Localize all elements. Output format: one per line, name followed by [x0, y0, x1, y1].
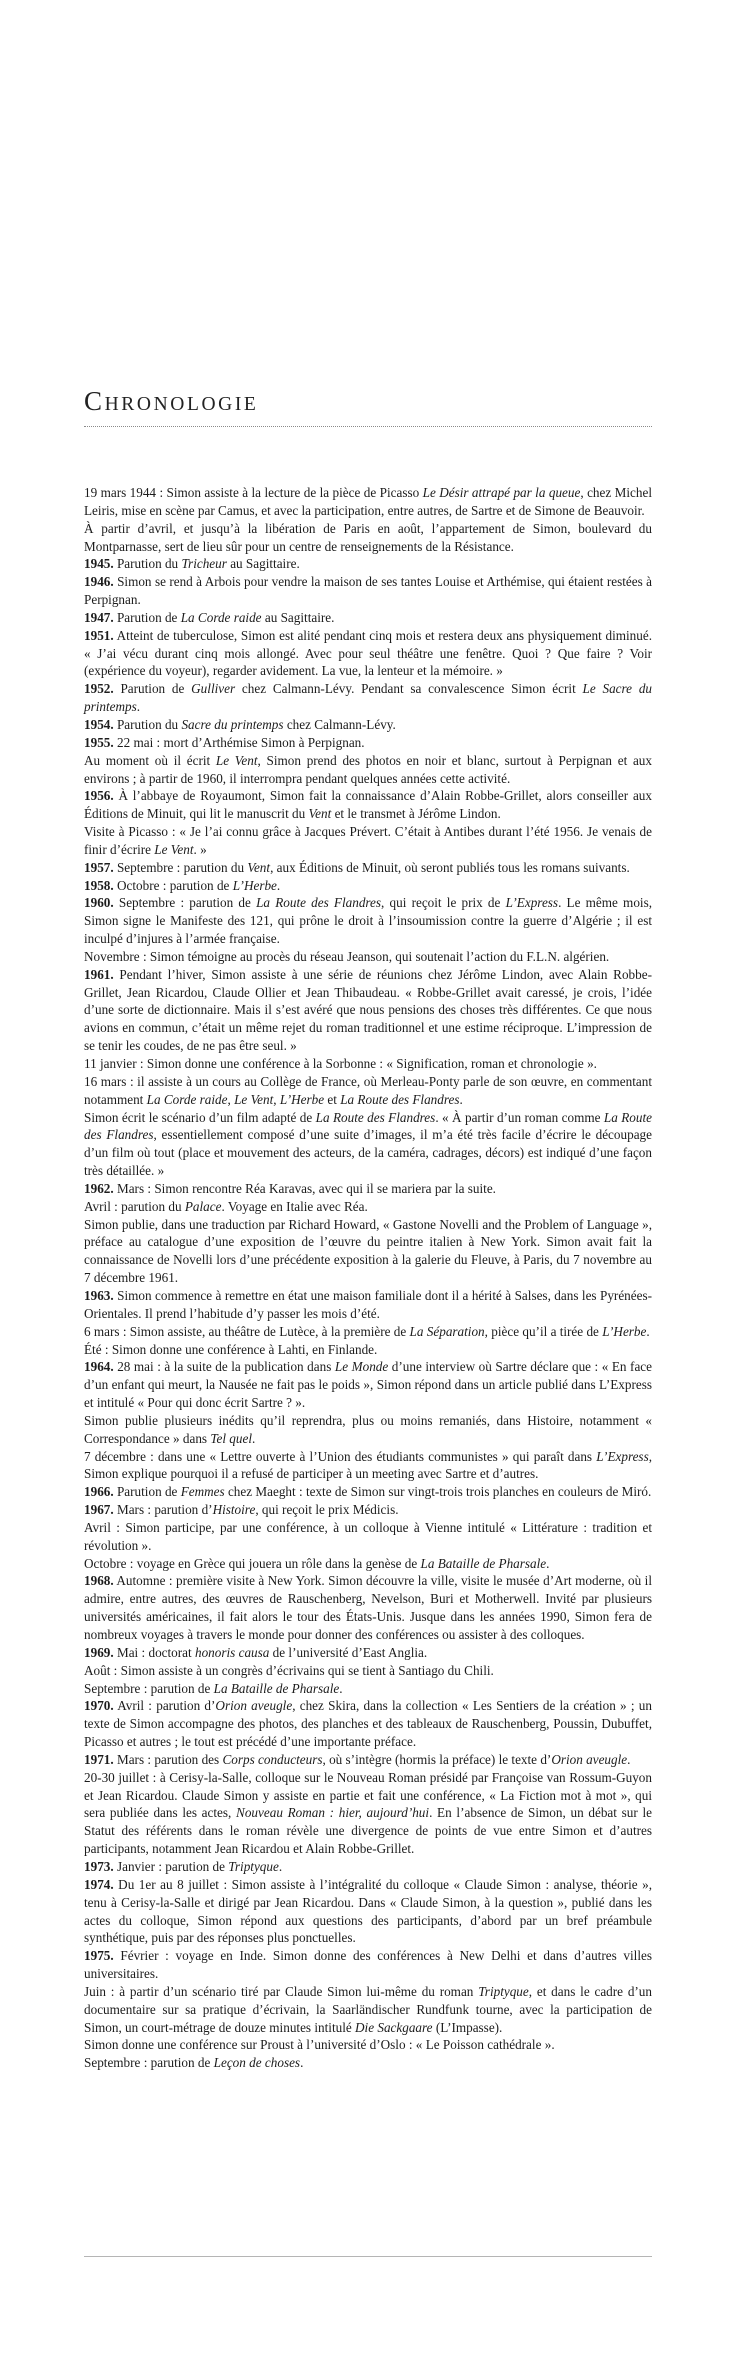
body-text: Parution de [113, 681, 192, 697]
work-title: La Bataille de Pharsale [213, 1680, 340, 1696]
body-text: Été : Simon donne une conférence à Lahti, en Finlande. [84, 1341, 378, 1357]
year-label: 1945. [84, 556, 114, 572]
chronology-paragraph [84, 1947, 652, 1983]
year-label: 1954. [84, 716, 114, 732]
body-text: Avril : parution d’ [113, 1698, 216, 1714]
body-text: et le transmet à Jérôme Lindon. [331, 806, 501, 822]
body-text: Septembre : parution du [113, 859, 248, 875]
body-text: 11 janvier : Simon donne une conférence à la Sorbonne : « Signification, roman et chronologie ». [84, 1056, 597, 1071]
body-text: Mars : Simon rencontre Réa Karavas, avec qui il se mariera par la suite. [113, 1180, 496, 1196]
body-text: Simon donne une conférence sur Proust à l’université d’Oslo : « Le Poisson cathédrale ». [84, 2037, 555, 2053]
document-header [84, 388, 652, 427]
body-text: Atteint de tuberculose, Simon est alité pendant cinq mois et restera deux ans physiquement diminué. « J’ai vécu durant cinq mois allongé. Avec pour seul théâtre une fenêtre. Quoi ? Que faire ? Voir (expérience du voyeur), regarder avidement. La vue, la lenteur et la mémoire. » [84, 627, 652, 679]
chronology-paragraph [84, 2036, 652, 2054]
body-text: Simon publie plusieurs inédits qu’il reprendra, plus ou moins remaniés, dans Histoire, notamment « Correspondance » dans [84, 1412, 652, 1446]
body-text: Pendant l’hiver, Simon assiste à une série de réunions chez Jérôme Lindon, avec Alain Robbe-Grillet, Jean Ricardou, Claude Ollier et Jean Thibaudeau. « Robbe-Grillet avait caressé, je crois, l’idée d’une sorte de dictionnaire. Mais il s’est avéré que nous pensions des choses très différentes. Ce que nous avions en commun, c’était un même rejet du roman traditionnel et une estime réciproque. L’impression de se tenir les coudes, de ne pas être seul. » [84, 966, 652, 1054]
work-title: Tricheur [181, 556, 227, 572]
work-title: Le Vent [215, 752, 258, 768]
work-title: Palace [184, 1198, 222, 1214]
body-text: , [227, 1091, 235, 1107]
year-label: 1956. [84, 788, 114, 804]
body-text: (L’Impasse). [432, 2019, 503, 2035]
chronology-paragraph [84, 484, 652, 520]
body-text: À l’abbaye de Royaumont, Simon fait la connaissance d’Alain Robbe-Grillet, alors conseiller aux Éditions de Minuit, qui lit le manuscrit du [84, 788, 652, 822]
chronology-paragraph [84, 1644, 652, 1662]
body-text: Juin : à partir d’un scénario tiré par Claude Simon lui-même du roman [84, 1983, 479, 1999]
body-text: . Voyage en Italie avec Réa. [221, 1198, 368, 1214]
work-title: Vent [247, 859, 271, 875]
body-text: Septembre : parution de [84, 2055, 214, 2071]
year-label: 1960. [84, 895, 114, 911]
year-label: 1962. [84, 1180, 114, 1196]
body-text: 20-30 juillet : à Cerisy-la-Salle, colloque sur le Nouveau Roman présidé par Françoise van Rossum-Guyon et Jean Ricardou. Claude Simon y assiste en partie et fait une conférence, « La Fiction mot à mot », qui sera publiée dans les actes, [84, 1769, 652, 1821]
year-label: 1971. [84, 1751, 114, 1767]
body-text: Mars : parution d’ [113, 1502, 213, 1518]
body-text: , pièce qu’il a tirée de [484, 1323, 603, 1339]
page-title: CHRONOLOGIE [84, 386, 259, 416]
work-title: L’Express [505, 895, 559, 911]
body-text: au Sagittaire. [261, 609, 335, 625]
body-text: Simon publie, dans une traduction par Richard Howard, « Gastone Novelli and the Problem of Language », préface au catalogue d’une exposition de l’œuvre du peintre italien à New York. Simon avait fait la connaissance de Novelli lors d’une précédente exposition à la galerie du Fleuve, à Paris, du 7 novembre au 7 décembre 1961. [84, 1216, 652, 1286]
chronology-paragraph [84, 1501, 652, 1519]
body-text: Au moment où il écrit [84, 752, 216, 768]
year-label: 1974. [84, 1876, 114, 1892]
year-label: 1964. [84, 1359, 114, 1375]
body-text: . [646, 1323, 650, 1339]
chronology-paragraph [84, 1216, 652, 1287]
chronology-paragraph [84, 823, 652, 859]
work-title: L’Express [596, 1448, 649, 1464]
work-title: Histoire [212, 1502, 256, 1518]
body-text: Mars : parution des [113, 1751, 223, 1767]
body-text: , qui reçoit le prix Médicis. [255, 1502, 399, 1518]
body-text: Octobre : parution de [113, 877, 233, 893]
work-title: Femmes [180, 1484, 225, 1500]
work-title: Orion aveugle [551, 1751, 628, 1767]
body-text: Novembre : Simon témoigne au procès du réseau Jeanson, qui soutenait l’action du F.L.N. algérien. [84, 948, 610, 964]
chronology-paragraph [84, 1358, 652, 1412]
year-label: 1969. [84, 1644, 114, 1660]
chronology-paragraph [84, 1180, 652, 1198]
chronology-body [84, 484, 652, 2072]
body-text: d’une interview où Sartre déclare que : « En face d’un enfant qui meurt, la Nausée ne fait pas le poids », Simon répond dans un article publié dans L’Express et intitulé « Pour qui donc écrit Sartre ? ». [84, 1359, 653, 1411]
chronology-paragraph [84, 948, 652, 966]
chronology-paragraph [84, 716, 652, 734]
chronology-paragraph [84, 877, 652, 895]
year-label: 1973. [84, 1858, 114, 1874]
work-title: Corps conducteurs [222, 1751, 323, 1767]
chronology-paragraph [84, 1983, 652, 2037]
body-text: , [273, 1091, 280, 1107]
chronology-paragraph [84, 1341, 652, 1359]
chronology-paragraph [84, 609, 652, 627]
body-text: Octobre : voyage en Grèce qui jouera un rôle dans la genèse de [84, 1555, 421, 1571]
work-title: Gulliver [191, 681, 236, 697]
work-title: Vent [308, 806, 332, 822]
body-text: 7 décembre : dans une « Lettre ouverte à l’Union des étudiants communistes » qui paraît dans [84, 1448, 597, 1464]
body-text: , Simon explique pourquoi il a refusé de participer à un meeting avec Sartre et d’autres. [84, 1448, 652, 1482]
body-text: 28 mai : à la suite de la publication dans [113, 1359, 335, 1375]
body-text: Parution du [113, 556, 182, 572]
year-label: 1970. [84, 1698, 114, 1714]
work-title: La Corde raide [180, 609, 262, 625]
work-title: Orion aveugle [215, 1698, 293, 1714]
chronology-paragraph [84, 1109, 652, 1180]
body-text: Mai : doctorat [113, 1644, 195, 1660]
year-label: 1957. [84, 859, 114, 875]
body-text: , Simon prend des photos en noir et blanc, surtout à Perpignan et aux environs ; à partir de 1960, il interrompra pendant quelques années cette activité. [84, 752, 652, 786]
chronology-paragraph [84, 787, 652, 823]
chronology-paragraph [84, 1858, 652, 1876]
body-text: et [324, 1091, 341, 1107]
chronology-paragraph [84, 859, 652, 877]
body-text: Visite à Picasso : « Je l’ai connu grâce à Jacques Prévert. C’était à Antibes durant l’été 1956. Je venais de finir d’écrire [84, 824, 652, 857]
body-text: . [546, 1555, 550, 1571]
work-title: Le Vent [234, 1091, 274, 1107]
work-title: Le Monde [334, 1359, 389, 1375]
year-label: 1952. [84, 681, 114, 697]
chronology-paragraph [84, 1448, 652, 1484]
body-text: . [276, 877, 281, 893]
work-title: Die Sackgaare [355, 2019, 433, 2035]
body-text: Parution de [113, 1484, 181, 1500]
chronology-paragraph [84, 1412, 652, 1448]
body-text: Février : voyage en Inde. Simon donne des conférences à New Delhi et dans d’autres villes universitaires. [84, 1948, 652, 1982]
chronology-paragraph [84, 555, 652, 573]
work-title: La Route des Flandres [256, 895, 382, 911]
chronology-paragraph [84, 734, 652, 752]
year-label: 1946. [84, 574, 114, 590]
body-text: . [136, 699, 141, 715]
chronology-paragraph [84, 680, 652, 716]
body-text: chez Maeght : texte de Simon sur vingt-trois trois planches en couleurs de Miró. [224, 1484, 652, 1500]
chronology-paragraph [84, 1198, 652, 1216]
body-text: Parution de [113, 609, 181, 625]
body-text: . [627, 1751, 631, 1767]
work-title: Triptyque [478, 1983, 529, 1999]
footer-rule [84, 2256, 652, 2257]
work-title: La Séparation [409, 1323, 485, 1339]
year-label: 1963. [84, 1287, 114, 1303]
body-text: Simon écrit le scénario d’un film adapté de [84, 1109, 316, 1125]
chronology-paragraph [84, 894, 652, 948]
chronology-paragraph [84, 1055, 652, 1073]
work-title: L’Herbe [602, 1323, 647, 1339]
year-label: 1958. [84, 877, 114, 893]
work-title: Le Sacre du printemps [84, 681, 653, 715]
year-label: 1975. [84, 1948, 114, 1964]
body-text: . [339, 1680, 343, 1696]
work-title: Le Vent [154, 841, 194, 857]
body-text: , qui reçoit le prix de [381, 895, 506, 911]
chronology-paragraph [84, 1697, 652, 1751]
body-text: , où s’intègre (hormis la préface) le texte d’ [322, 1751, 552, 1767]
chronology-paragraph [84, 1769, 652, 1858]
chronology-paragraph [84, 627, 652, 681]
chronology-paragraph [84, 1519, 652, 1555]
body-text: Parution du [113, 716, 182, 732]
chronology-paragraph [84, 1572, 652, 1643]
body-text: Avril : Simon participe, par une conférence, à un colloque à Vienne intitulé « Littérature : tradition et révolution ». [84, 1519, 652, 1553]
chronology-paragraph [84, 1287, 652, 1323]
body-text: . Le même mois, Simon signe le Manifeste des 121, qui prône le droit à l’insoumission contre la guerre d’Algérie ; il est inculpé d’injures à l’armée française. [84, 895, 653, 947]
year-label: 1967. [84, 1502, 114, 1518]
body-text: 22 mai : mort d’Arthémise Simon à Perpignan. [113, 734, 365, 750]
work-title: honoris causa [194, 1644, 270, 1660]
work-title: Le Désir attrapé par la queue [422, 485, 581, 500]
body-text: , essentiellement composé d’une suite d’images, il m’a été très facile d’écrire le découpage d’un film où tout (place et mouvement des acteurs, de la caméra, cadrages, décors) est indiqué d’une façon très détaillée. » [84, 1127, 652, 1179]
body-text: . [252, 1430, 256, 1446]
chronology-paragraph [84, 1680, 652, 1698]
chronology-paragraph [84, 1483, 652, 1501]
work-title: La Route des Flandres [84, 1109, 652, 1143]
body-text: Du 1er au 8 juillet : Simon assiste à l’intégralité du colloque « Claude Simon : analyse, théorie », tenu à Cerisy-la-Salle et dirigé par Jean Ricardou. Dans « Claude Simon, à la question », publié dans les actes du colloque, Simon répond aux questions des participants, d’abord par un bref préambule synthétique, puis par des réponses plus ponctuelles. [84, 1876, 652, 1946]
work-title: Nouveau Roman : hier, aujourd’hui [236, 1805, 430, 1821]
body-text: Automne : première visite à New York. Simon découvre la ville, visite le musée d’Art moderne, où il admire, entre autres, des œuvres de Rauschenberg, Nevelson, Buri et Motherwell. Invité par plusieurs universités américaines, il fait alors le tour des États-Unis. Jusque dans les années 1990, Simon fera de nombreux voyages à travers le monde pour donner des conférences ou assister à des colloques. [84, 1573, 652, 1642]
chronology-paragraph [84, 752, 652, 788]
chronology-paragraph [84, 1323, 652, 1341]
body-text: , aux Éditions de Minuit, où seront publiés tous les romans suivants. [270, 859, 630, 875]
body-text: , et dans le cadre d’un documentaire sur sa pratique d’écrivain, la Saarländischer Rundfunk tourne, avec la participation de Simon, un court-métrage de douze minutes intitulé [84, 1983, 652, 2035]
work-title: L’Herbe [279, 1091, 325, 1107]
body-text: au Sagittaire. [226, 556, 300, 572]
body-text: À partir d’avril, et jusqu’à la libération de Paris en août, l’appartement de Simon, boulevard du Montparnasse, sert de lieu sûr pour un centre de renseignements de la Résistance. [84, 520, 652, 554]
body-text: Simon se rend à Arbois pour vendre la maison de ses tantes Louise et Arthémise, qui étaient restées à Perpignan. [84, 574, 652, 608]
body-text: . En l’absence de Simon, un débat sur le Statut des référents dans le roman révèle une divergence de points de vue entre Simon et d’autres participants, notamment Jean Ricardou et Alain Robbe-Grillet. [84, 1805, 652, 1857]
chronology-paragraph [84, 573, 652, 609]
work-title: La Bataille de Pharsale [420, 1555, 547, 1571]
chronology-paragraph [84, 1876, 652, 1947]
chronology-paragraph [84, 1751, 652, 1769]
chronology-paragraph [84, 520, 652, 556]
body-text: Simon commence à remettre en état une maison familiale dont il a hérité à Salses, dans les Pyrénées-Orientales. Il prend l’habitude d’y passer les mois d’été. [84, 1287, 652, 1321]
body-text: chez Calmann-Lévy. [283, 716, 396, 732]
chronology-paragraph [84, 1662, 652, 1680]
chronology-paragraph [84, 1073, 652, 1109]
body-text: Septembre : parution de [113, 895, 257, 911]
year-label: 1951. [84, 627, 114, 643]
body-text: 19 mars 1944 : Simon assiste à la lecture de la pièce de Picasso [84, 485, 423, 500]
chronology-paragraph [84, 2054, 652, 2072]
work-title: Sacre du printemps [181, 716, 284, 732]
work-title: L’Herbe [232, 877, 277, 893]
chronology-paragraph [84, 966, 652, 1055]
body-text: de l’université d’East Anglia. [269, 1644, 428, 1660]
year-label: 1955. [84, 734, 114, 750]
body-text: Septembre : parution de [84, 1680, 214, 1696]
chronology-paragraph [84, 1555, 652, 1573]
work-title: La Route des Flandres [340, 1091, 460, 1107]
body-text: , chez Skira, dans la collection « Les Sentiers de la création » ; un texte de Simon accompagne des photos, des planches et des tableaux de Rauschenberg, Poussin, Dubuffet, Picasso et autres ; le tout est précédé d’une importante préface. [84, 1698, 652, 1750]
body-text: 16 mars : il assiste à un cours au Collège de France, où Merleau-Ponty parle de son œuvre, en commentant notamment [84, 1073, 652, 1107]
year-label: 1947. [84, 609, 114, 625]
year-label: 1961. [84, 966, 114, 982]
year-label: 1966. [84, 1484, 114, 1500]
work-title: La Route des Flandres [315, 1109, 436, 1125]
year-label: 1968. [84, 1573, 114, 1589]
body-text: , chez Michel Leiris, mise en scène par Camus, et avec la participation, entre autres, de Sartre et de Simone de Beauvoir. [84, 485, 652, 518]
work-title: Triptyque [228, 1858, 279, 1874]
body-text: . [278, 1858, 283, 1874]
body-text: Août : Simon assiste à un congrès d’écrivains qui se tient à Santiago du Chili. [84, 1662, 494, 1678]
body-text: . [300, 2055, 304, 2071]
work-title: Tel quel [210, 1430, 252, 1446]
body-text: . » [193, 841, 207, 857]
body-text: 6 mars : Simon assiste, au théâtre de Lutèce, à la première de [84, 1323, 410, 1339]
body-text: Janvier : parution de [113, 1858, 229, 1874]
body-text: Avril : parution du [84, 1198, 185, 1214]
body-text: . [459, 1091, 463, 1107]
body-text: chez Calmann-Lévy. Pendant sa convalescence Simon écrit [235, 681, 583, 697]
work-title: La Corde raide [146, 1091, 228, 1107]
body-text: . « À partir d’un roman comme [435, 1109, 604, 1125]
work-title: Leçon de choses [213, 2055, 301, 2071]
